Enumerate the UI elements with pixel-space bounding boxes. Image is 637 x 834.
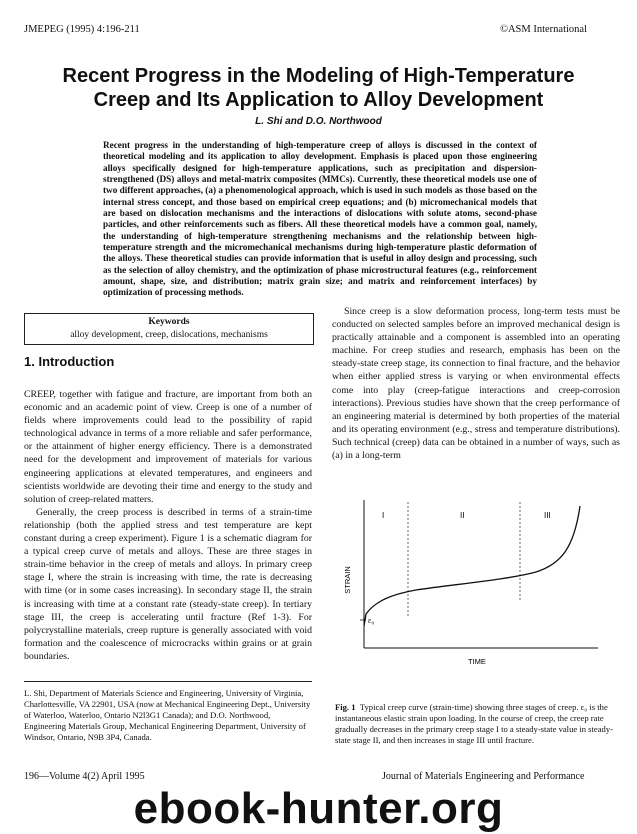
figure-caption [335, 702, 615, 746]
page-footer-journal: Journal of Materials Engineering and Performance [382, 771, 585, 782]
figure-caption-label: Fig. 1 [335, 702, 356, 712]
figure-caption-text: Typical creep curve (strain-time) showing three stages of creep. ε₀ is the instantaneous elastic strain upon loading. In the course of creep, the creep rate gradually decreases in the primary creep stage I to a steady-state value in steady-state stage II, and then increases in stage III until fracture. [335, 702, 613, 745]
intro-paragraph-1: CREEP, together with fatigue and fracture, are important from both an economic and an academic point of view. Creep is one of a number of fields where improvements could lead to the possibility of rapid technological advance in terms of a more reliable and safer performance, or the attainment of higher energy efficiency. There is a demonstrated need for the development and improvement of materials for various engineering applications at elevated temperatures, and engineers and scientists worldwide are devoting their time and energy to the study and solution of creep-related matters. [24, 389, 312, 505]
stage-label-iii: III [544, 511, 551, 520]
page-footer-volume: 196—Volume 4(2) April 1995 [24, 771, 145, 782]
journal-citation: JMEPEG (1995) 4:196-211 [24, 24, 140, 35]
eps0-label: ε₀ [368, 616, 375, 625]
stage-label-i: I [382, 511, 385, 520]
y-axis-label: STRAIN [343, 566, 352, 594]
intro-paragraph-2: Generally, the creep process is described in terms of a strain-time relationship (both the applied stress and test temperature are kept constant during a creep experiment). Figure 1 is a schematic diagram for a typical creep curve of metals and alloys. These are three stages in strain-time behavior in the creep of metals and alloys. In primary creep stage I, where the strain is increasing with time, the rate is decreasing with time (or in some cases increasing). In secondary stage II, the strain is increasing with time at a constant rate (steady-state creep). In tertiary stage III, the creep is accelerating until fracture (Ref 1-3). For polycrystalline materials, creep rupture is generally associated with void formation and the coalescence of microcracks within grains or at grain boundaries. [24, 506, 312, 662]
authors: L. Shi and D.O. Northwood [255, 116, 382, 127]
keywords-list: alloy development, creep, dislocations, mechanisms [70, 330, 268, 340]
left-column [24, 388, 312, 663]
keywords-box [24, 313, 314, 345]
creep-curve-diagram [336, 488, 616, 668]
creep-curve [364, 506, 580, 626]
author-affiliations: L. Shi, Department of Materials Science and Engineering, University of Virginia, Charlottesville, VA 22901, USA (now at Mechanical Engineering Dept., University of Waterloo, Waterloo, Ontario N2l3G1 Canada); and D.O. Northwood, Engineering Materials Group, Mechanical Engineering Department, University of Windsor, Ontario, N9B 3P4, Canada. [24, 688, 311, 742]
watermark: ebook-hunter.org [133, 784, 504, 833]
copyright-notice: ©ASM International [500, 24, 588, 35]
creep-curve-figure [336, 488, 616, 668]
title-line-2: Creep and Its Application to Alloy Development [93, 89, 544, 111]
footnote-divider [24, 681, 312, 682]
abstract: Recent progress in the understanding of high-temperature creep of alloys is discussed in the context of theoretical modeling and its application to alloy development. Emphasis is placed upon those engineering alloys specifically designed for high-temperature applications, such as precipitation and dispersion-strengthened (DS) alloys and metal-matrix composites (MMCs). Currently, these theoretical models use one of two different approaches, (a) a phenomenological approach, which is used in such models as those based on the internal stress concept, and those based on empirical creep equations; and (b) micromechanical models that are based on dislocation mechanisms and the interactions of dislocations with solute atoms, second-phase particles, and other reinforcements such as fibers. All these theoretical models have a common goal, namely, the understanding of high-temperature strengthening mechanisms and the relationship between high-temperature strength and the micromechanical mechanisms during high-temperature plastic deformation of the alloys. These theoretical studies can provide information that is useful in alloy design and processing, such as the selection of alloy chemistry, and the optimization of phase microstructural features (e.g., reinforcement amount, shape, size, and distribution; matrix grain size; and matrix and reinforcement interfaces) by optimization of processing methods. [103, 140, 537, 298]
keywords-heading: Keywords [148, 317, 190, 327]
title-line-1: Recent Progress in the Modeling of High-Temperature [62, 65, 575, 87]
intro-paragraph-right: Since creep is a slow deformation process, long-term tests must be conducted on selected samples before an improved mechanical design is practically attainable and a component is assembled into an operating machine. For creep studies and research, emphasis has been on the steady-state creep stage, its connection to final fracture, and the behavior when either applied stress is varying or when environmental effects come into play (creep-fatigue interactions and creep-corrosion interactions). Previous studies have shown that the creep performance of an engineering material is determined by both properties of the material and its operating environment (e.g., stress and temperature distributions). Such technical (creep) data can be obtained in a number of ways, such as (a) in a long-term [332, 306, 620, 462]
stage-label-ii: II [460, 511, 465, 520]
section-heading-introduction: 1. Introduction [24, 354, 115, 369]
paper-title [0, 64, 637, 112]
right-column [332, 305, 620, 462]
x-axis-label: TIME [468, 657, 486, 666]
